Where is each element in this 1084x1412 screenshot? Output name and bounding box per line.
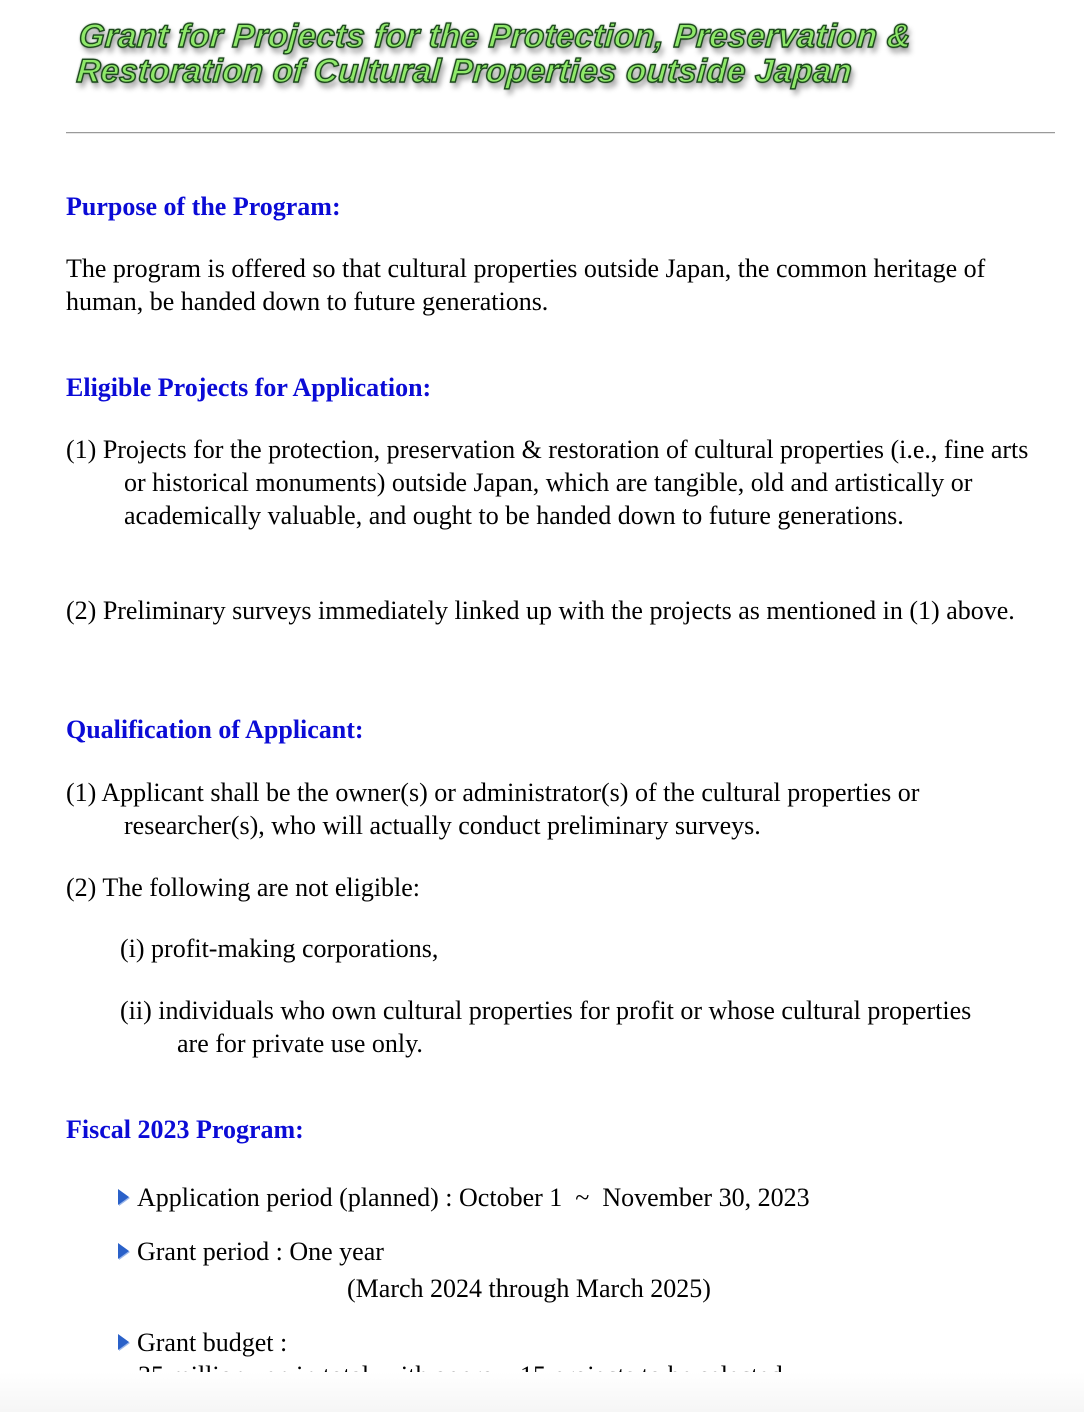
grant-period-detail: (March 2024 through March 2025) bbox=[347, 1274, 711, 1303]
not-eligible-item-1: (i) profit-making corporations, bbox=[120, 934, 439, 963]
bullet-arrow-icon bbox=[118, 1243, 129, 1259]
application-period-row bbox=[118, 1181, 810, 1214]
section-heading-eligible: Eligible Projects for Application: bbox=[66, 373, 432, 402]
bullet-arrow-icon bbox=[118, 1189, 129, 1205]
eligible-item-1: (1) Projects for the protection, preservation & restoration of cultural properties (i.e., fine arts or historical monuments) outside Japan, which are tangible, old and artistically or academically valuable, and ought to be handed down to future generations. bbox=[66, 435, 1029, 530]
grant-budget-label: Grant budget : bbox=[137, 1328, 288, 1357]
application-period-label: Application period (planned) : bbox=[137, 1183, 460, 1212]
bottom-fade bbox=[0, 1372, 1084, 1412]
purpose-text: The program is offered so that cultural properties outside Japan, the common heritage of human, be handed down to future generations. bbox=[66, 254, 986, 316]
bullet-arrow-icon bbox=[118, 1334, 129, 1350]
grant-period-label: Grant period : bbox=[137, 1237, 290, 1266]
banner-line-2: Restoration of Cultural Properties outside Japan bbox=[75, 52, 854, 89]
section-heading-purpose: Purpose of the Program: bbox=[66, 192, 341, 221]
divider bbox=[66, 132, 1055, 134]
grant-period-row bbox=[118, 1235, 384, 1268]
qualification-item-2: (2) The following are not eligible: bbox=[66, 873, 421, 902]
section-heading-qualification: Qualification of Applicant: bbox=[66, 715, 364, 744]
grant-period-value: One year bbox=[289, 1237, 384, 1266]
section-heading-fiscal: Fiscal 2023 Program: bbox=[66, 1115, 304, 1144]
qualification-item-1: (1) Applicant shall be the owner(s) or administrator(s) of the cultural properties or researcher(s), who will actually conduct preliminary surveys. bbox=[66, 778, 920, 840]
page-title-banner bbox=[76, 18, 1041, 88]
not-eligible-item-2: (ii) individuals who own cultural properties for profit or whose cultural properties are for private use only. bbox=[120, 996, 972, 1058]
grant-budget-row bbox=[118, 1326, 287, 1359]
eligible-item-2: (2) Preliminary surveys immediately linked up with the projects as mentioned in (1) above. bbox=[66, 596, 1015, 625]
application-period-value: October 1 ~ November 30, 2023 bbox=[459, 1183, 810, 1212]
banner-line-1: Grant for Projects for the Protection, Preservation & bbox=[77, 17, 913, 54]
